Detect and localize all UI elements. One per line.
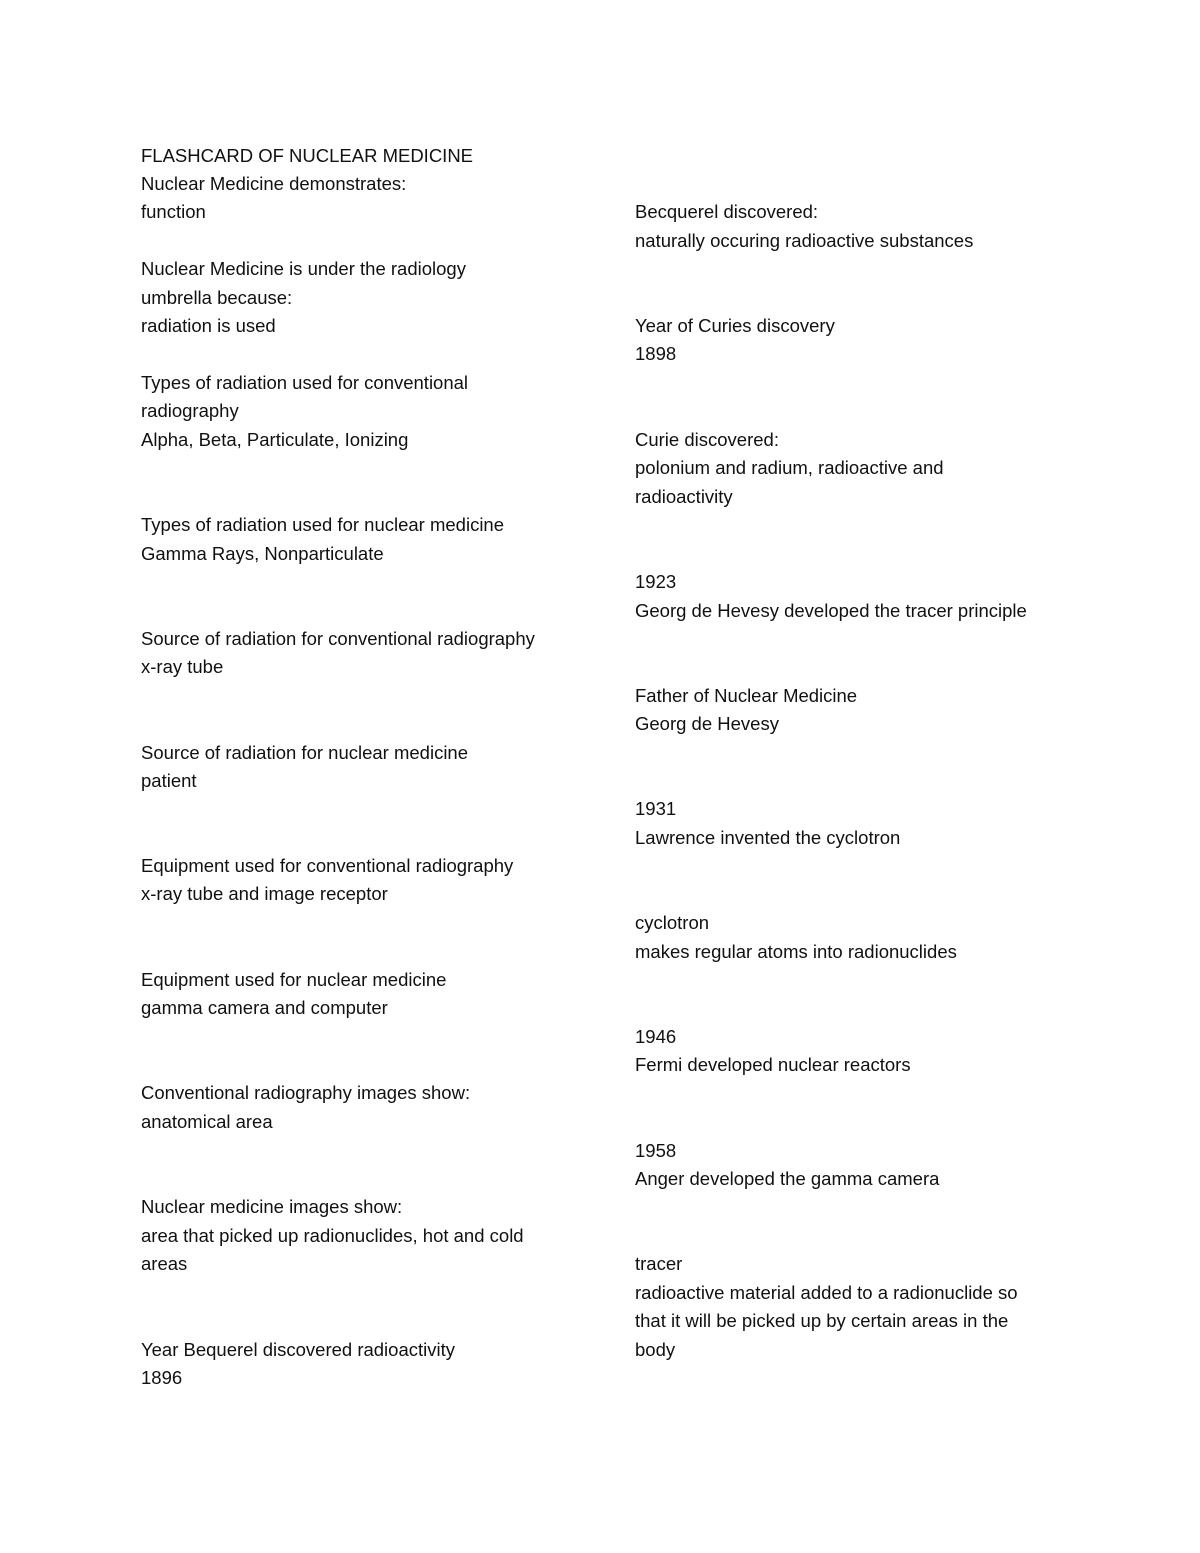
right-card-line: radioactive material added to a radionuclide so bbox=[635, 1282, 1018, 1303]
left-card-line: Nuclear Medicine is under the radiology bbox=[141, 258, 466, 279]
left-card-line: Year Bequerel discovered radioactivity bbox=[141, 1339, 455, 1360]
right-card-line: 1898 bbox=[635, 343, 677, 364]
right-card-line: body bbox=[635, 1339, 676, 1360]
right-card-line: Georg de Hevesy bbox=[635, 713, 779, 734]
left-card-line: umbrella because: bbox=[141, 287, 293, 308]
left-card-line: 1896 bbox=[141, 1367, 183, 1388]
left-card-line: Alpha, Beta, Particulate, Ionizing bbox=[141, 429, 409, 450]
left-card-line: radiography bbox=[141, 400, 239, 421]
left-card-line: x-ray tube bbox=[141, 656, 224, 677]
right-card-line: Fermi developed nuclear reactors bbox=[635, 1054, 911, 1075]
right-card-line: Becquerel discovered: bbox=[635, 201, 819, 222]
right-card-line: Father of Nuclear Medicine bbox=[635, 685, 858, 706]
right-card-line: Anger developed the gamma camera bbox=[635, 1168, 940, 1189]
left-card-line: Conventional radiography images show: bbox=[141, 1082, 471, 1103]
right-card-line: Georg de Hevesy developed the tracer principle bbox=[635, 600, 1027, 621]
right-card-line: 1946 bbox=[635, 1026, 677, 1047]
right-card-line: 1931 bbox=[635, 798, 677, 819]
right-card-line: radioactivity bbox=[635, 486, 733, 507]
left-card-line: Types of radiation used for nuclear medicine bbox=[141, 514, 505, 535]
left-card-line: x-ray tube and image receptor bbox=[141, 883, 388, 904]
right-card-line: makes regular atoms into radionuclides bbox=[635, 941, 957, 962]
document-title: FLASHCARD OF NUCLEAR MEDICINE bbox=[141, 145, 474, 166]
right-card-line: Year of Curies discovery bbox=[635, 315, 835, 336]
right-card-line: tracer bbox=[635, 1253, 683, 1274]
left-card-line: Source of radiation for conventional radiography bbox=[141, 628, 535, 649]
left-card-line: Nuclear Medicine demonstrates: bbox=[141, 173, 407, 194]
right-card-line: Curie discovered: bbox=[635, 429, 779, 450]
left-card-line: Equipment used for conventional radiography bbox=[141, 855, 514, 876]
right-card-line: that it will be picked up by certain areas in the bbox=[635, 1310, 1009, 1331]
right-card-line: naturally occuring radioactive substances bbox=[635, 230, 974, 251]
left-card-line: Nuclear medicine images show: bbox=[141, 1196, 403, 1217]
left-card-line: Types of radiation used for conventional bbox=[141, 372, 469, 393]
right-card-line: 1923 bbox=[635, 571, 677, 592]
left-card-line: Equipment used for nuclear medicine bbox=[141, 969, 447, 990]
right-card-line: cyclotron bbox=[635, 912, 710, 933]
right-card-line: Lawrence invented the cyclotron bbox=[635, 827, 901, 848]
left-card-line: areas bbox=[141, 1253, 188, 1274]
left-card-line: area that picked up radionuclides, hot and cold bbox=[141, 1225, 524, 1246]
left-card-line: function bbox=[141, 201, 206, 222]
right-card-line: polonium and radium, radioactive and bbox=[635, 457, 944, 478]
left-card-line: Gamma Rays, Nonparticulate bbox=[141, 543, 384, 564]
left-card-line: anatomical area bbox=[141, 1111, 273, 1132]
left-card-line: radiation is used bbox=[141, 315, 276, 336]
left-card-line: patient bbox=[141, 770, 197, 791]
left-card-line: Source of radiation for nuclear medicine bbox=[141, 742, 469, 763]
right-card-line: 1958 bbox=[635, 1140, 677, 1161]
left-card-line: gamma camera and computer bbox=[141, 997, 388, 1018]
